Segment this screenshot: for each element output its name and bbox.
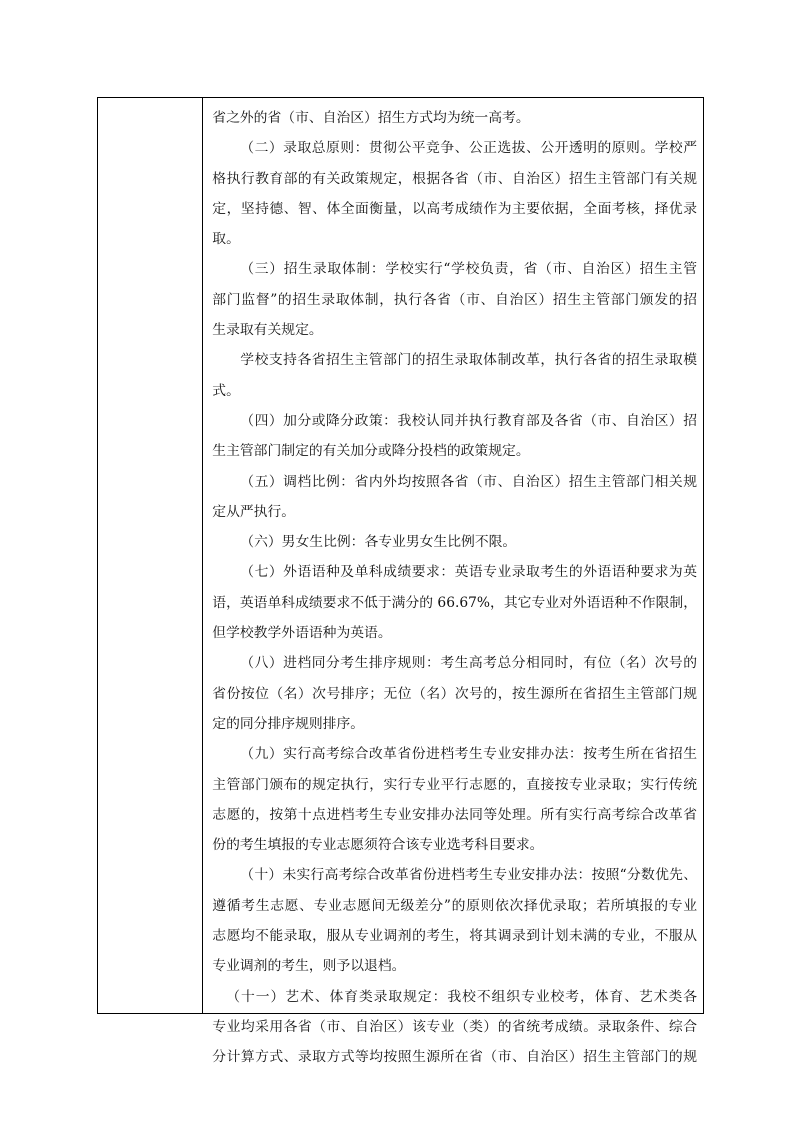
text-line: （三）招生录取体制：学校实行“学校负责，省（市、自治区）招生主管: [240, 261, 697, 278]
text-line: （八）进档同分考生排序规则：考生高考总分相同时，有位（名）次号的: [240, 655, 697, 672]
text-line: 定从严执行。: [212, 503, 296, 520]
text-line: 取。: [212, 231, 240, 248]
text-line: 遵循考生志愿、专业志愿间无级差分”的原则依次择优录取；若所填报的专业: [212, 897, 697, 914]
text-line: 省份按位（名）次号排序；无位（名）次号的，按生源所在省招生主管部门规: [212, 685, 697, 702]
text-line: （十一）艺术、体育类录取规定：我校不组织专业校考，体育、艺术类各: [226, 988, 697, 1005]
text-line: （七）外语语种及单科成绩要求：英语专业录取考生的外语语种要求为英: [240, 564, 697, 581]
text-line: 定，坚持德、智、体全面衡量，以高考成绩作为主要依据，全面考核，择优录: [212, 200, 697, 217]
text-line: （六）男女生比例：各专业男女生比例不限。: [240, 534, 517, 551]
text-line: 部门监督”的招生录取体制，执行各省（市、自治区）招生主管部门颁发的招: [212, 291, 697, 308]
text-line: 生录取有关规定。: [212, 322, 323, 339]
text-line: （十）未实行高考综合改革省份进档考生专业安排办法：按照“分数优先、: [240, 867, 697, 884]
text-line: （二）录取总原则：贯彻公平竞争、公正选拔、公开透明的原则。学校严: [240, 140, 697, 157]
table-label-cell: [98, 98, 203, 1013]
text-line: 生主管部门制定的有关加分或降分投档的政策规定。: [212, 443, 530, 460]
text-line: 式。: [212, 382, 240, 399]
text-line: 格执行教育部的有关政策规定，根据各省（市、自治区）招生主管部门有关规: [212, 170, 697, 187]
text-line: 志愿均不能录取，服从专业调剂的考生，将其调录到计划未满的专业，不服从: [212, 928, 697, 945]
text-line: （九）实行高考综合改革省份进档考生专业安排办法：按考生所在省招生: [240, 746, 697, 763]
text-line: （五）调档比例：省内外均按照各省（市、自治区）招生主管部门相关规: [240, 473, 697, 490]
text-line: （四）加分或降分政策：我校认同并执行教育部及各省（市、自治区）招: [240, 412, 697, 429]
text-line: 专业均采用各省（市、自治区）该专业（类）的省统考成绩。录取条件、综合: [212, 1018, 697, 1035]
text-line: 但学校教学外语语种为英语。: [212, 625, 392, 642]
text-line: 志愿的，按第十点进档考生专业安排办法同等处理。所有实行高考综合改革省: [212, 806, 697, 823]
table-content-cell: [203, 98, 703, 1066]
text-line: 学校支持各省招生主管部门的招生录取体制改革，执行各省的招生录取模: [240, 352, 697, 369]
text-line: 分计算方式、录取方式等均按照生源所在省（市、自治区）招生主管部门的规: [212, 1049, 697, 1066]
text-line: 语，英语单科成绩要求不低于满分的 66.67%，其它专业对外语语种不作限制，: [212, 594, 697, 611]
text-line: 省之外的省（市、自治区）招生方式均为统一高考。: [212, 110, 530, 126]
text-line: 份的考生填报的专业志愿须符合该专业选考科目要求。: [212, 837, 544, 854]
text-line: 定的同分排序规则排序。: [212, 715, 365, 732]
text-line: 专业调剂的考生，则予以退档。: [212, 958, 406, 975]
text-line: 主管部门颁布的规定执行，实行专业平行志愿的，直接按专业录取；实行传统: [212, 776, 697, 793]
policy-table: [97, 97, 704, 1066]
